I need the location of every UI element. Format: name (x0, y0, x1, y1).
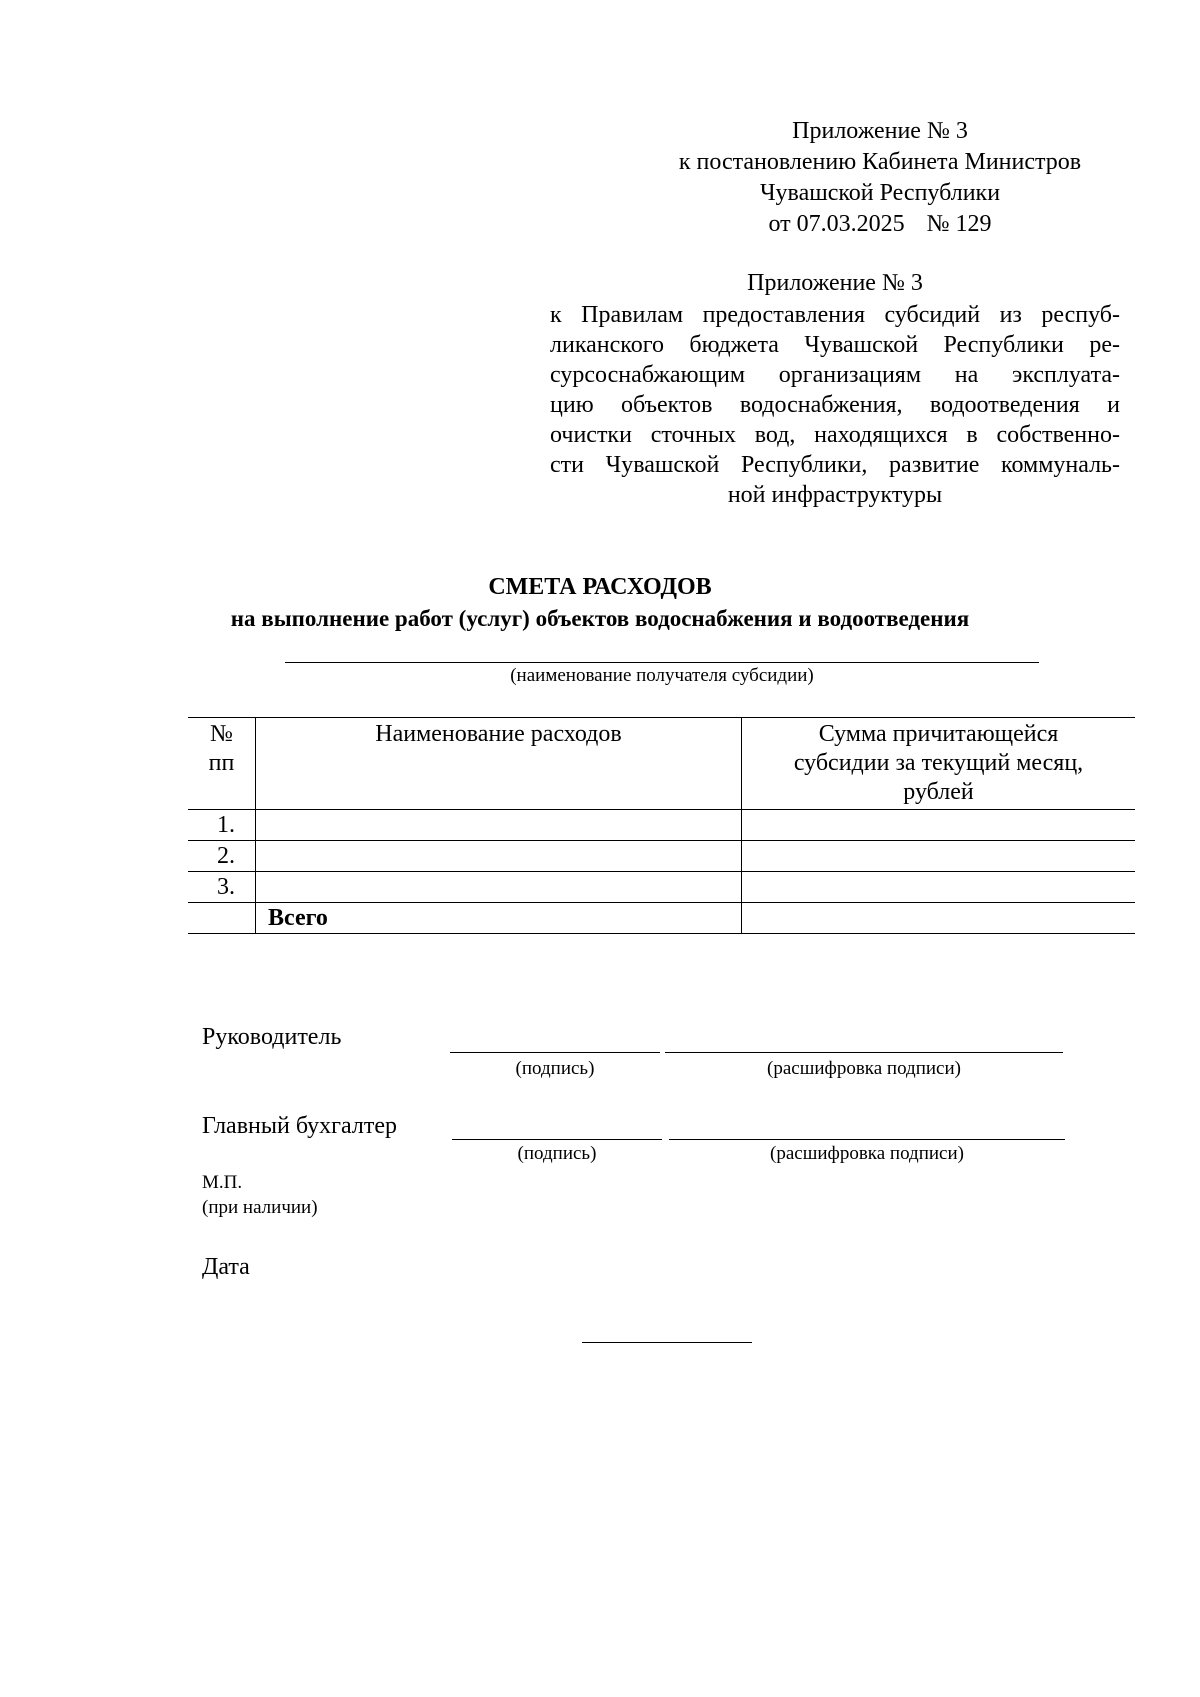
row-number: 2. (188, 841, 256, 872)
accountant-sign-caption: (подпись) (517, 1143, 597, 1164)
annex-rules-line: сти Чувашской Республики, развитие коммуналь- (550, 452, 1120, 478)
annex-rules-line: очистки сточных вод, находящихся в собственно- (550, 422, 1120, 448)
table-row (188, 872, 1135, 903)
annex-rules-line: ликанского бюджета Чувашской Республики ре- (550, 332, 1120, 358)
expense-name-cell[interactable] (256, 872, 742, 903)
document-title (180, 572, 1020, 634)
expense-name-cell[interactable] (256, 841, 742, 872)
head-signature-decode-field[interactable] (665, 1052, 1063, 1053)
expense-sum-cell[interactable] (742, 810, 1136, 841)
annex-rules-line: сурсоснабжающим организациям на эксплуата- (550, 362, 1120, 388)
decree-date: от 07.03.2025 (768, 211, 905, 237)
annex-decree-title: Приложение № 3 (792, 118, 968, 144)
decree-number: № 129 (926, 211, 992, 237)
row-number: 1. (188, 810, 256, 841)
seal-label: М.П. (202, 1172, 243, 1193)
total-sum-cell[interactable] (742, 903, 1136, 934)
expense-sum-cell[interactable] (742, 841, 1136, 872)
head-label: Руководитель (202, 1024, 342, 1050)
annex-rules-line: цию объектов водоснабжения, водоотведения и (550, 392, 1120, 418)
total-empty-cell (188, 903, 256, 934)
accountant-signature-field[interactable] (452, 1139, 662, 1140)
table-total-row (188, 903, 1135, 934)
head-sign-caption: (подпись) (515, 1058, 595, 1079)
expense-table (188, 717, 1135, 934)
total-label: Всего (256, 903, 742, 934)
document-title-main: СМЕТА РАСХОДОВ (488, 574, 712, 600)
annex-rules-block (550, 268, 1120, 510)
document-title-sub: на выполнение работ (услуг) объектов водоснабжения и водоотведения (230, 606, 970, 631)
table-row (188, 810, 1135, 841)
head-decode-caption: (расшифровка подписи) (767, 1058, 961, 1079)
annex-decree-line3: Чувашской Республики (759, 180, 1001, 206)
seal-note: (при наличии) (202, 1197, 318, 1218)
annex-rules-line: к Правилам предоставления субсидий из респуб- (550, 302, 1120, 328)
footer-separator (582, 1342, 752, 1343)
expense-name-cell[interactable] (256, 810, 742, 841)
accountant-decode-caption: (расшифровка подписи) (770, 1143, 964, 1164)
accountant-label: Главный бухгалтер (202, 1113, 397, 1139)
recipient-caption: (наименование получателя субсидии) (510, 665, 814, 686)
annex-decree-block (640, 116, 1120, 240)
table-header-row (188, 718, 1135, 810)
header-sum: Сумма причитающейся субсидии за текущий месяц, рублей (742, 718, 1136, 810)
annex-rules-last-line: ной инфраструктуры (727, 482, 943, 508)
table-row (188, 841, 1135, 872)
head-signature-field[interactable] (450, 1052, 660, 1053)
recipient-name-field[interactable] (285, 662, 1039, 663)
row-number: 3. (188, 872, 256, 903)
date-label: Дата (202, 1254, 250, 1280)
header-num: № пп (188, 718, 256, 810)
header-name: Наименование расходов (256, 718, 742, 810)
annex-decree-date-number (640, 209, 1120, 240)
annex-rules-title: Приложение № 3 (747, 270, 923, 296)
accountant-signature-decode-field[interactable] (669, 1139, 1065, 1140)
expense-sum-cell[interactable] (742, 872, 1136, 903)
annex-decree-line2: к постановлению Кабинета Министров (678, 149, 1082, 175)
